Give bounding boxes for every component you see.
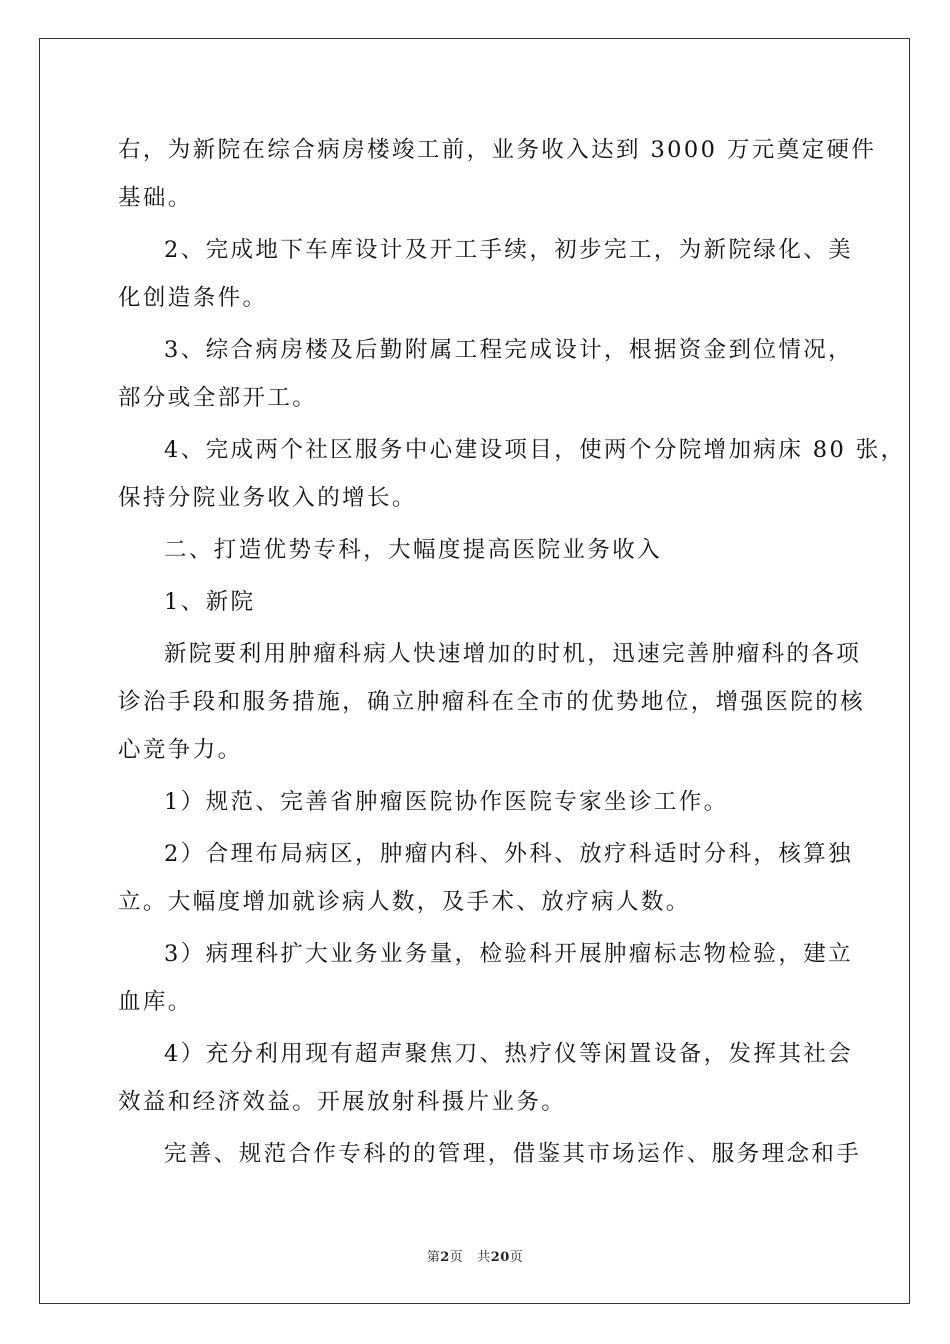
subsection-heading: 1、新院 [164, 589, 256, 615]
list-item: 4）充分利用现有超声聚焦刀、热疗仪等闲置设备，发挥其社会 [164, 1041, 854, 1067]
total-prefix: 共 [477, 1250, 491, 1265]
page-prefix: 第 [426, 1250, 441, 1265]
list-item: 2）合理布局病区，肿瘤内科、外科、放疗科适时分科，核算独 [164, 841, 854, 867]
current-page-number: 2 [440, 1250, 450, 1265]
total-suffix: 页 [509, 1250, 524, 1265]
paragraph-line: 3、综合病房楼及后勤附属工程完成设计，根据资金到位情况， [164, 337, 854, 363]
total-pages-number: 20 [490, 1250, 510, 1265]
paragraph-line: 4、完成两个社区服务中心建设项目，使两个分院增加病床 80 张， [164, 437, 906, 463]
page-suffix: 页 [449, 1250, 464, 1265]
list-item-continuation: 效益和经济效益。开展放射科摄片业务。 [118, 1089, 567, 1115]
list-item: 1）规范、完善省肿瘤医院协作医院专家坐诊工作。 [164, 789, 729, 815]
paragraph-line: 完善、规范合作专科的的管理，借鉴其市场运作、服务理念和手 [164, 1141, 862, 1167]
paragraph-line: 部分或全部开工。 [118, 385, 318, 411]
page-footer [0, 1246, 950, 1265]
paragraph-line: 诊治手段和服务措施，确立肿瘤科在全市的优势地位，增强医院的核 [118, 689, 866, 715]
list-item-continuation: 血库。 [118, 989, 193, 1015]
list-item: 3）病理科扩大业务业务量，检验科开展肿瘤标志物检验，建立 [164, 941, 854, 967]
paragraph-line: 2、完成地下车库设计及开工手续，初步完工，为新院绿化、美 [164, 237, 854, 263]
paragraph-line: 右，为新院在综合病房楼竣工前，业务收入达到 3000 万元奠定硬件 [118, 137, 877, 163]
paragraph-line: 心竞争力。 [118, 737, 243, 763]
section-heading: 二、打造优势专科，大幅度提高医院业务收入 [164, 537, 663, 563]
paragraph-line: 基础。 [118, 185, 193, 211]
paragraph-line: 新院要利用肿瘤科病人快速增加的时机，迅速完善肿瘤科的各项 [164, 641, 862, 667]
document-body [118, 126, 906, 1178]
paragraph-line: 保持分院业务收入的增长。 [118, 485, 417, 511]
paragraph-line: 化创造条件。 [118, 285, 268, 311]
list-item-continuation: 立。大幅度增加就诊病人数，及手术、放疗病人数。 [118, 889, 691, 915]
